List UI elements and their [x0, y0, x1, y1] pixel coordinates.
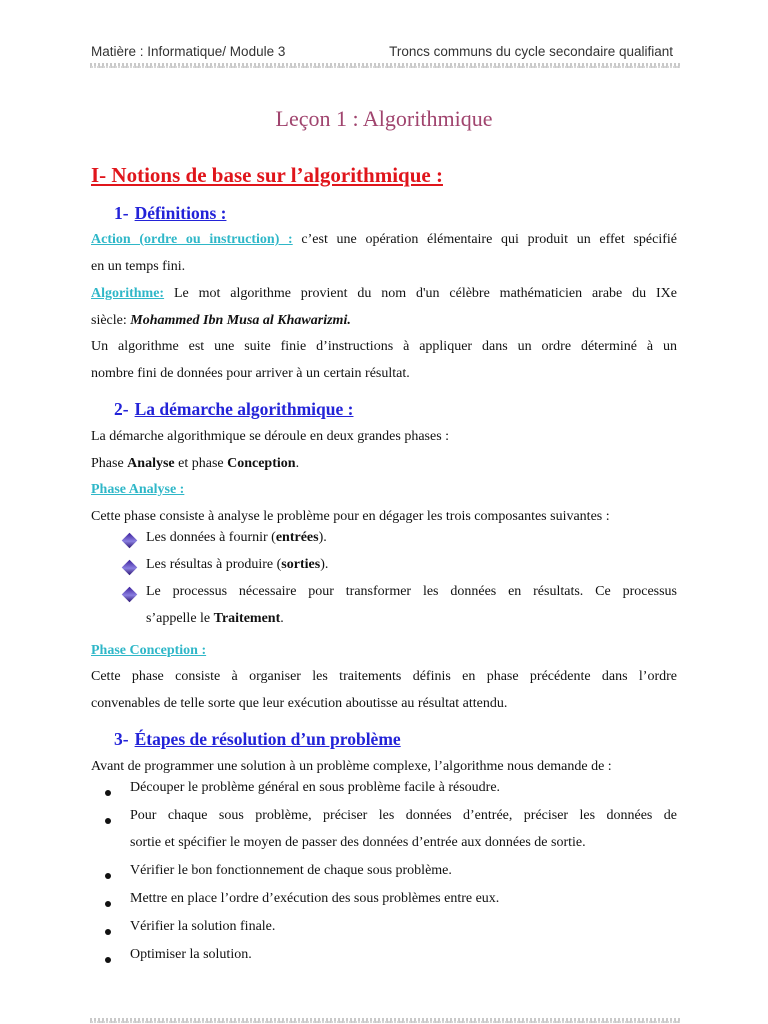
analyse-item-line1: Le processus nécessaire pour transformer les données en résultats. Ce processus — [146, 584, 677, 599]
diamond-bullet-icon — [122, 533, 138, 549]
phase-conception-label-line — [91, 637, 206, 664]
subsection-etapes-heading — [114, 729, 401, 750]
footer-divider — [90, 1018, 680, 1023]
action-text: c’est une opération élémentaire qui produit un effet spécifié — [301, 232, 678, 247]
action-paragraph-line1 — [91, 226, 677, 253]
subsection-title: La démarche algorithmique : — [134, 399, 354, 419]
algorithme-paragraph-line2 — [91, 307, 351, 334]
section-heading: I- Notions de base sur l’algorithmique : — [91, 163, 443, 187]
analyse-item-line2 — [146, 611, 284, 627]
algorithme-text: Le mot algorithme provient du nom d'un célèbre mathématicien arabe du IXe — [173, 286, 678, 301]
algorithme-paragraph-line1 — [91, 280, 677, 307]
algorithme-label: Algorithme: — [91, 286, 165, 301]
item-text-end: ). — [318, 530, 327, 545]
action-paragraph-line2: en un temps fini. — [91, 259, 186, 274]
phase-analyse-bold: Analyse — [127, 456, 175, 471]
etape-item: Mettre en place l’ordre d’exécution des sous problèmes entre eux. — [130, 891, 500, 906]
analyse-item — [146, 530, 327, 546]
item-bold: Traitement — [213, 611, 281, 626]
phase-end: . — [295, 456, 300, 471]
siecle-text: siècle: — [91, 313, 127, 328]
etape-item-line1: Pour chaque sous problème, préciser les données d’entrée, préciser les données de — [130, 808, 677, 823]
item-text: s’appelle le — [146, 611, 214, 626]
bullet-icon — [105, 957, 111, 963]
mathematician-name: Mohammed Ibn Musa al Khawarizmi. — [130, 313, 351, 328]
etapes-intro: Avant de programmer une solution à un problème complexe, l’algorithme nous demande de : — [91, 759, 612, 774]
subsection-title: Étapes de résolution d’un problème — [134, 729, 401, 749]
bullet-icon — [105, 929, 111, 935]
header-right: Troncs communs du cycle secondaire qualifiant — [389, 44, 673, 59]
header-divider — [90, 63, 680, 68]
conception-line1: Cette phase consiste à organiser les traitements définis en phase précédente dans l’ordre — [91, 669, 677, 684]
page-title: Leçon 1 : Algorithmique — [275, 106, 493, 131]
item-text: Les données à fournir ( — [146, 530, 276, 545]
bullet-icon — [105, 901, 111, 907]
phase-prefix: Phase — [91, 456, 124, 471]
phases-line — [91, 450, 299, 477]
item-bold: entrées — [275, 530, 319, 545]
action-label: Action (ordre ou instruction) : — [91, 232, 293, 247]
diamond-bullet-icon — [122, 587, 138, 603]
header-left: Matière : Informatique/ Module 3 — [91, 44, 286, 59]
etape-item: Vérifier le bon fonctionnement de chaque sous problème. — [130, 863, 452, 878]
item-text-end: . — [280, 611, 284, 626]
definition-line1: Un algorithme est une suite finie d’instructions à appliquer dans un ordre déterminé à un — [91, 339, 677, 354]
subsection-title: Définitions : — [134, 203, 227, 223]
analyse-item — [146, 557, 328, 573]
etape-item: Vérifier la solution finale. — [130, 919, 276, 934]
etape-item: Découper le problème général en sous problème facile à résoudre. — [130, 780, 501, 795]
diamond-bullet-icon — [122, 560, 138, 576]
demarche-intro: La démarche algorithmique se déroule en deux grandes phases : — [91, 429, 450, 444]
phase-analyse-label: Phase Analyse : — [91, 482, 185, 497]
subsection-definitions-heading — [114, 203, 226, 224]
phase-mid: et phase — [178, 456, 224, 471]
bullet-icon — [105, 790, 111, 796]
subsection-number: 1- — [114, 203, 129, 223]
subsection-number: 2- — [114, 399, 129, 419]
etape-item: Optimiser la solution. — [130, 947, 252, 962]
bullet-icon — [105, 818, 111, 824]
phase-conception-label: Phase Conception : — [91, 643, 207, 658]
item-text: Les résultas à produire ( — [146, 557, 282, 572]
conception-line2: convenables de telle sorte que leur exécution aboutisse au résultat attendu. — [91, 696, 508, 711]
bullet-icon — [105, 873, 111, 879]
phase-conception-bold: Conception — [227, 456, 296, 471]
definition-line2: nombre fini de données pour arriver à un certain résultat. — [91, 366, 410, 381]
subsection-demarche-heading — [114, 399, 353, 420]
etape-item-line2: sortie et spécifier le moyen de passer des données d’entrée aux données de sortie. — [130, 835, 586, 850]
item-bold: sorties — [281, 557, 321, 572]
subsection-number: 3- — [114, 729, 129, 749]
phase-analyse-text: Cette phase consiste à analyse le problème pour en dégager les trois composantes suivantes : — [91, 509, 610, 524]
phase-analyse-label-line — [91, 476, 184, 503]
item-text-end: ). — [320, 557, 329, 572]
